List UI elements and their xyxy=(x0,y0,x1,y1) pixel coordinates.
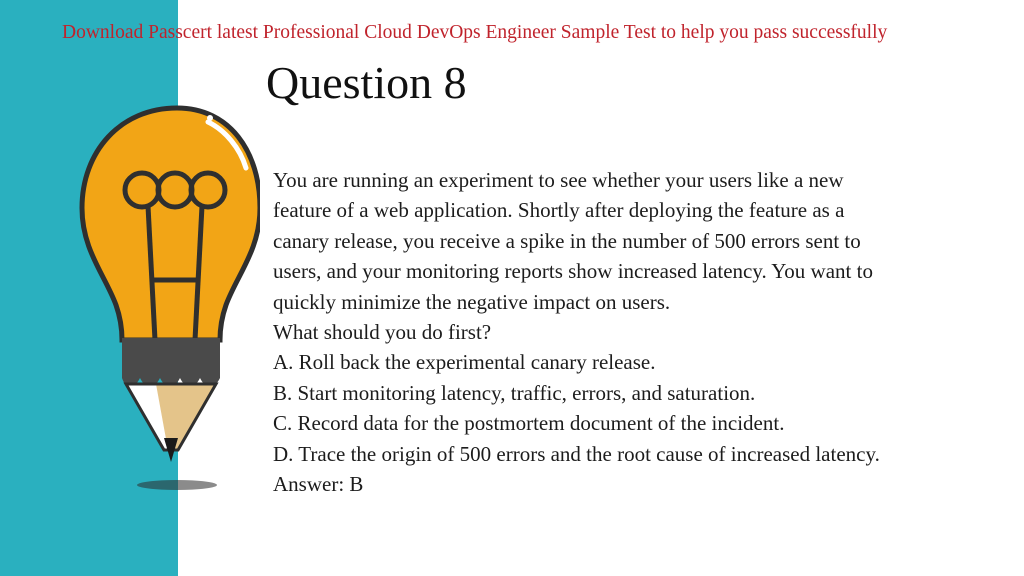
question-body xyxy=(273,165,1008,499)
question-line: You are running an experiment to see whether your users like a new xyxy=(273,168,844,192)
slide-title: Question 8 xyxy=(266,57,467,108)
answer-text: Answer: B xyxy=(273,472,364,497)
question-prompt: What should you do first? xyxy=(273,320,492,345)
lightbulb-pencil-icon xyxy=(60,100,260,500)
option-d: D. Trace the origin of 500 errors and the root cause of increased latency. xyxy=(273,441,880,466)
question-line: quickly minimize the negative impact on users. xyxy=(273,289,671,314)
download-banner: Download Passcert latest Professional Cloud DevOps Engineer Sample Test to help you pass successfully xyxy=(62,22,888,43)
question-line: canary release, you receive a spike in the number of 500 errors sent to xyxy=(273,228,861,253)
question-line: users, and your monitoring reports show increased latency. You want to xyxy=(273,259,873,284)
option-c: C. Record data for the postmortem document of the incident. xyxy=(273,411,785,436)
option-b: B. Start monitoring latency, traffic, errors, and saturation. xyxy=(273,380,756,405)
option-a: A. Roll back the experimental canary release. xyxy=(273,350,656,375)
question-line: feature of a web application. Shortly after deploying the feature as a xyxy=(273,198,845,223)
